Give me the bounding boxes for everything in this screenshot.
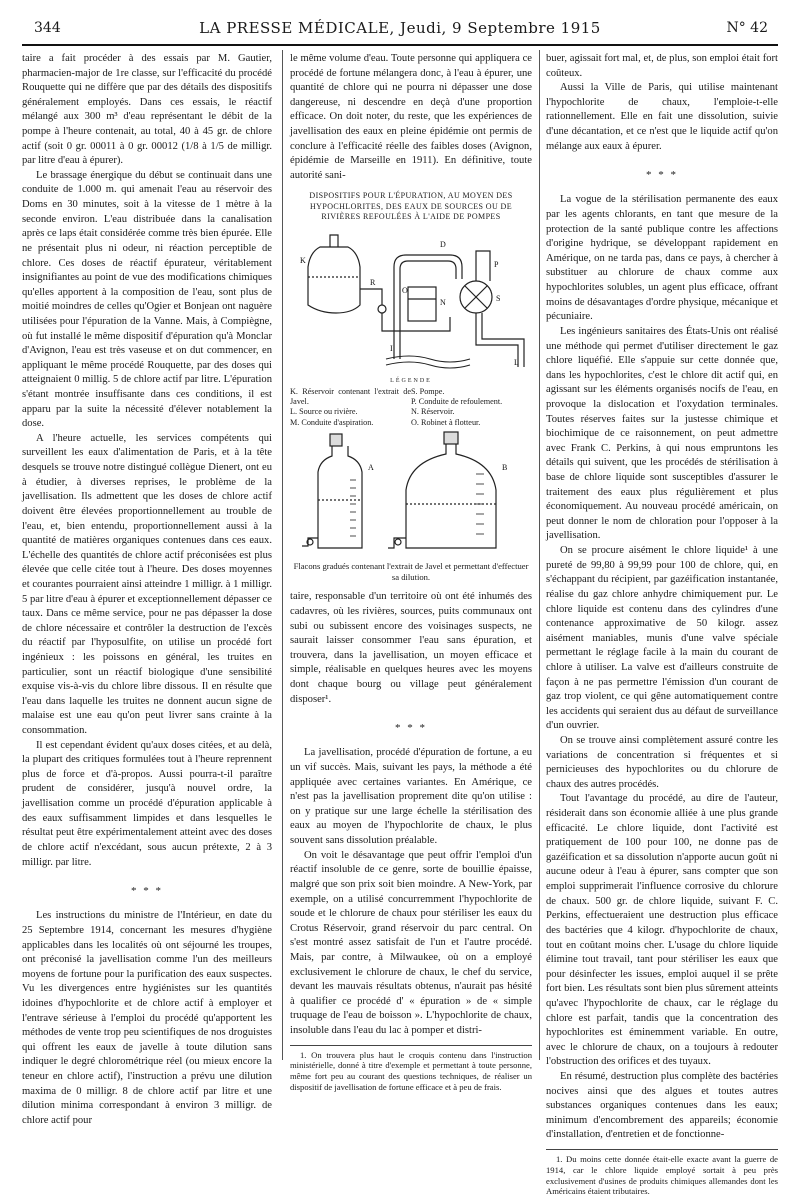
header-rule [22, 44, 778, 46]
figure-title: DISPOSITIFS POUR L'ÉPURATION, AU MOYEN DES HYPOCHLORITES, DES EAUX DE SOURCES OU DE RIVIÈRES REFOULÉES À L'AIDE DE POMPES [309, 191, 513, 222]
figure-label: B [502, 462, 508, 472]
column-1 [22, 52, 272, 1128]
pump-apparatus-figure [290, 227, 532, 375]
paragraph: buer, agissait fort mal, et, de plus, son emploi était fort coûteux. [546, 53, 778, 79]
journal-title: LA PRESSE MÉDICALE, Jeudi, 9 Septembre 1915 [199, 19, 601, 37]
footnote: 1. On trouvera plus haut le croquis contenu dans l'instruction ministérielle, donné à titre d'exemple et permettant à toute personne, même fort peu au courant des questions techniques, de réaliser un dispositif de javellisation de fortune efficace et à peu de frais. [290, 1045, 532, 1093]
paragraph: Les ingénieurs sanitaires des États-Unis ont réalisé une méthode qui permet d'utiliser directement le gaz chlore liquéfié. Elle s'appuie sur cette donnée que, dans les hypochlorites, c'est le chlore dit actif qui, en agissant sur les éléments organisés nocifs de l'eau, en provoque la dislocation et l'oxydation terminales. Toutes réserves faites sur la justesse chimique et biochimique de ce raisonnement, on peut admettre avec Frank C. Perkins, à qui nous empruntons les détails qui suivent, que les procédés de stérilisation à base de chlore liquide sont susceptibles d'assurer le traitement des eaux plus régulièrement et plus économiquement. Au nouveau procédé américain, on peut donner le nom de chloration pour l'opposer à la javellisation. [546, 325, 778, 542]
figure-label: L [514, 357, 519, 367]
legend-item: L. Source ou rivière. [290, 407, 358, 417]
figure-label: S [496, 293, 501, 303]
graduated-flasks-figure [290, 430, 532, 558]
figure-legend [290, 387, 532, 428]
figure-label: I [390, 343, 393, 353]
legend-item: S. Pompe. [411, 386, 445, 396]
page-header [14, 18, 786, 42]
paragraph: On se procure aisément le chlore liquide¹ à une pureté de 99,80 à 99,99 pour 100 de chlore, qui, en s'échappant du récipient, par gazéification instantanée, réalise du gaz chlore anhydre chimiquement pur. Le chlore liquide est contenu dans des cylindres d'une contenance approximative de 50 kilogr. assez aisément maniables, munis d'une valve spéciale permettant le réglage facile à la main du courant de chlore à utiliser. La valve est d'ailleurs construite de façon à ne pas permettre l'émission d'un courant de gaz trop violent, ce qui gêne automatiquement contre les accidents qui seraient dus au défaut de surveillance d'un ouvrier. [546, 545, 778, 732]
section-separator: * * * [395, 722, 427, 735]
figure-label: R [370, 277, 376, 287]
paragraph: le même volume d'eau. Toute personne qui appliquera ce procédé de fortune mélangera donc, à l'eau à épurer, une quantité de chlore qui ne pourra ni dépasser une dose dangereuse, ni descendre en deçà d'une proportion efficace. On doit noter, du reste, que les expériences de javellisation des eaux en pleine épidémie ont permis de conclure à l'efficacité réelle des faibles doses (Avignon, épidémie de Marseille en 1911). En définitive, toute autorité sani- [290, 53, 532, 181]
issue-number: N° 42 [726, 20, 768, 36]
column-3 [546, 52, 778, 1197]
column-divider [282, 50, 283, 1060]
paragraph: taire a fait procéder à des essais par M. Gautier, pharmacien-major de 1re classe, sur l'efficacité du procédé Rouquette qui ne diffère que par des détails des dispositifs généralement employés. Dans ces essais, le réactif mélangé aux 300 m³ d'eau représentant le débit de la pompe à l'heure contenait, au total, 40 à 45 gr. de chlore actif (soit 0 gr. 00011 à 0 gr. 00012 (1/8 à 1/5 de milligr. par litre d'eau à épurer). [22, 53, 272, 167]
paragraph: Il est cependant évident qu'aux doses citées, et au delà, la plupart des critiques formulées tout à l'heure reprennent plus de force et d'à-propos. Aussi pourra-t-il paraître prudent de considérer, jusqu'à nouvel ordre, la javellisation comme un procédé d'épuration applicable à des eaux suffisamment limpides et dans lesquelles le résultat peut être expérimentalement atteint avec des doses de chlore actif n'excédant, sous aucun prétexte, 2 à 3 milligr. par litre. [22, 739, 272, 868]
page-number: 344 [34, 20, 61, 36]
legend-item: K. Réservoir contenant l'extrait de Javel. [290, 386, 411, 407]
paragraph: taire, responsable d'un territoire où ont été inhumés des cadavres, où les rivières, sources, puits communaux ont subi ou subissent encore des voisinages suspects, ne saurait laisser consommer l'eau sans épuration, et trouvera, dans la javellisation, un moyen efficace et simple, réalisable en quelques heures avec les moyens dont chaque bourg ou village peut généralement disposer¹. [290, 591, 532, 705]
column-2 [290, 52, 532, 1093]
section-separator: * * * [646, 169, 678, 182]
paragraph: Les instructions du ministre de l'Intérieur, en date du 25 Septembre 1914, concernant les mesures d'hygiène applicables dans les localités où ont séjourné les troupes, ont préconisé la javellisation comme l'un des meilleurs moyens de fortune pour la purification des eaux suspectes. Vu les divergences entre hygiénistes sur les quantités idoines d'hypochlorite et de chlore actif à employer et l'entrave sérieuse à l'emploi du procédé qu'apportent les méthodes de vente trop peu scientifiques de nos droguistes qui offrent les eaux de javelle à toute dilution sans indiquer le degré chlorométrique réel (ou mieux encore la teneur en chlore actif), l'instruction a prévu une dilution maxima de 0 milligr. 8 de chlore actif par litre et une dilution minima correspondant à environ 3 milligr. de chlore actif pour [22, 910, 272, 1126]
paragraph: En résumé, destruction plus complète des bactéries nocives ainsi que des algues et toutes autres substances organiques contenues dans les eaux; minimum d'encombrement des appareils; économie d'installation, d'entretien et de fonctionne- [546, 1071, 778, 1141]
figure-label: P [494, 259, 499, 269]
paragraph: On voit le désavantage que peut offrir l'emploi d'un réactif insoluble de ce genre, sorte de bouillie épaisse, malgré que son prix soit bien moindre. A New-York, par exemple, on a utilisé concurremment l'hypochlorite de soude et le chlorure de chaux pour stériliser les eaux du Crotus Réservoir, grand réservoir du parc central. On s'est montré assez satisfait de l'un et l'autre procédé. Mais, par contre, à Milwaukee, où on a employé exclusivement le chlorure de chaux, le chef du service, devant les mauvais résultats obtenus, n'aurait pas hésité à qualifier ce procédé d' « épuration » de « simple truquage de l'eau de boisson ». L'hypochlorite de chaux, insoluble dans l'eau du lac à pomper et distri- [290, 849, 532, 1037]
paragraph: A l'heure actuelle, les services compétents qui surveillent les eaux d'alimentation de Paris, et à la tête desquels se trouve notre distingué collègue Dienert, ont eu à étudier, à diverses reprises, le problème de la javellisation. Ils admettent que les doses de chlore actif doivent être élevées proportionnellement au trouble de l'eau, et, bien entendu, proportionnellement aussi à la quantité de matières organiques contenues dans ces eaux. L'échelle des quantités de chlore actif préconisées est plus élevée que celle citée tout à l'heure. Des doses moyennes et courantes pourraient ainsi atteindre 1 milligr. à 1 milligr. 5 par litre d'eau à épurer et exceptionnellement dépasser ce taux. Dans ce même service, pour ne pas dépasser la dose de chlore nécessaire et contrôler la destruction de l'excès du réactif par l'hyposulfite, on utilise un procédé fort ingénieux : les poissons en général, les truites en particulier, sont un réactif biologique d'une sensibilité exquise vis-à-vis du chlore libre dissous. Il en résulte que l'eau dans laquelle les truites ne donnent aucun signe de malaise est une eau qu'on peut livrer sans crainte à la consommation. [22, 432, 272, 737]
legend-item: P. Conduite de refoulement. [411, 397, 503, 407]
paragraph: On se trouve ainsi complètement assuré contre les variations de concentration si fréquentes et si pernicieuses des hypochlorites ou du chlorure de chaux des autres procédés. [546, 734, 778, 790]
figure-label: K [300, 255, 306, 265]
legend-item: N. Réservoir. [411, 407, 455, 417]
paragraph: Tout l'avantage du procédé, au dire de l'auteur, résiderait dans son économie alliée à une plus grande efficacité. Le chlore liquide, dont l'activité est pratiquement de 100 pour 100, ne donne pas de gazéification et sa dissolution n'apporte aucun goût ni aucune odeur à l'eau à épurer, sans compter que son emploi supprimerait l'influence corrosive du chlorure de chaux. 500 gr. de chlore liquide, suivant F. C. Perkins, effectueraient une destruction plus efficace des bactéries que 4 kilogr. d'hypochlorite de chaux, tout en coûtant moins cher. L'usage du chlore liquide élimine tout travail, tant pour stériliser les eaux que pour désinfecter les issues, emploi auquel il se prête fort bien. Les résultats sont bien plus sûrement atteints qu'avec l'hypochlorite de chaux, car le réglage du chlore est parfait, tandis que la concentration des hypochlorites est éminemment variable. En outre, avec le chlorure de chaux, on a toujours à redouter l'obstruction des orifices et des tuyaux. [546, 793, 778, 1068]
figure-label: O [402, 285, 408, 295]
column-divider [539, 50, 540, 1060]
figure-caption: Flacons gradués contenant l'extrait de Javel et permettant d'effectuer sa dilution. [293, 560, 529, 582]
section-separator: * * * [131, 885, 163, 898]
paragraph: La javellisation, procédé d'épuration de fortune, a eu un vif succès. Mais, suivant les pays, la méthode a été appliquée avec certaines variantes. En Amérique, ce n'est pas la javellisation proprement dite qu'on utilise : on y pratique sur une large échelle la stérilisation des eaux au moyen de l'hypochlorite de chaux, le plus souvent sans dissolution préalable. [290, 747, 532, 847]
paragraph: La vogue de la stérilisation permanente des eaux par les agents chlorants, en tant que mesure de la protection de la santé publique contre les affections d'origine hydrique, se développant rapidement en Amérique, on ne tarda pas, dans ce pays, à chercher à substituer au chlorure de chaux comme aux hypochlorites solubles, un agent plus efficace, offrant moins de désavantages d'ordre physique, mécanique et pécuniaire. [546, 194, 778, 323]
legend-item: M. Conduite d'aspiration. [290, 417, 374, 427]
footnote: 1. Du moins cette donnée était-elle exacte avant la guerre de 1914, car le chlore liquide employé sortait à peu près exclusivement d'usines de produits chimiques allemandes dont les Américains étaient tributaires. [546, 1149, 778, 1197]
paragraph: Le brassage énergique du début se continuait dans une conduite de 1.000 m. qui amenait l'eau au réservoir des Doms en 30 minutes, soit à la vitesse de 1 mètre à la seconde environ. L'eau distribuée dans la canalisation après ce laps était considérée comme très bien épurée. Elle ne présentait plus ni odeur, ni réaction perceptible de chlore. Ces doses de réactif épurateur, véritablement insignifiantes au point de vue des modifications chimiques qu'elles apportent à la composition de l'eau, sont plus de moitié moindres de celles qu'Ogier et Bonjean ont naguère utilisées pour l'épuration de la Vanne. Mais, à Compiègne, où fut installé le même dispositif d'épuration qu'à Monclar d'Avignon, l'eau est très vaseuse et on dut commencer, en appliquant le même procédé Rouquette, par des doses qui atteignaient 0 millig. 5 de chlore actif par litre. L'épuration s'étant montrée insuffisante dans ces conditions, il est apparu par la suite la nécessité d'élever notablement la dose. [22, 169, 272, 430]
figure-label: D [440, 239, 446, 249]
figure-label: N [440, 297, 446, 307]
legend-item: O. Robinet à flotteur. [411, 417, 481, 427]
figure-label: A [368, 462, 374, 472]
legend-heading: LÉGENDE [390, 377, 432, 384]
paragraph: Aussi la Ville de Paris, qui utilise maintenant l'hypochlorite de chaux, l'emploie-t-elle rationnellement. Elle en fait une dissolution, suivie d'une décantation, et ce n'est que le liquide actif qu'on mélange aux eaux à épurer. [546, 82, 778, 152]
